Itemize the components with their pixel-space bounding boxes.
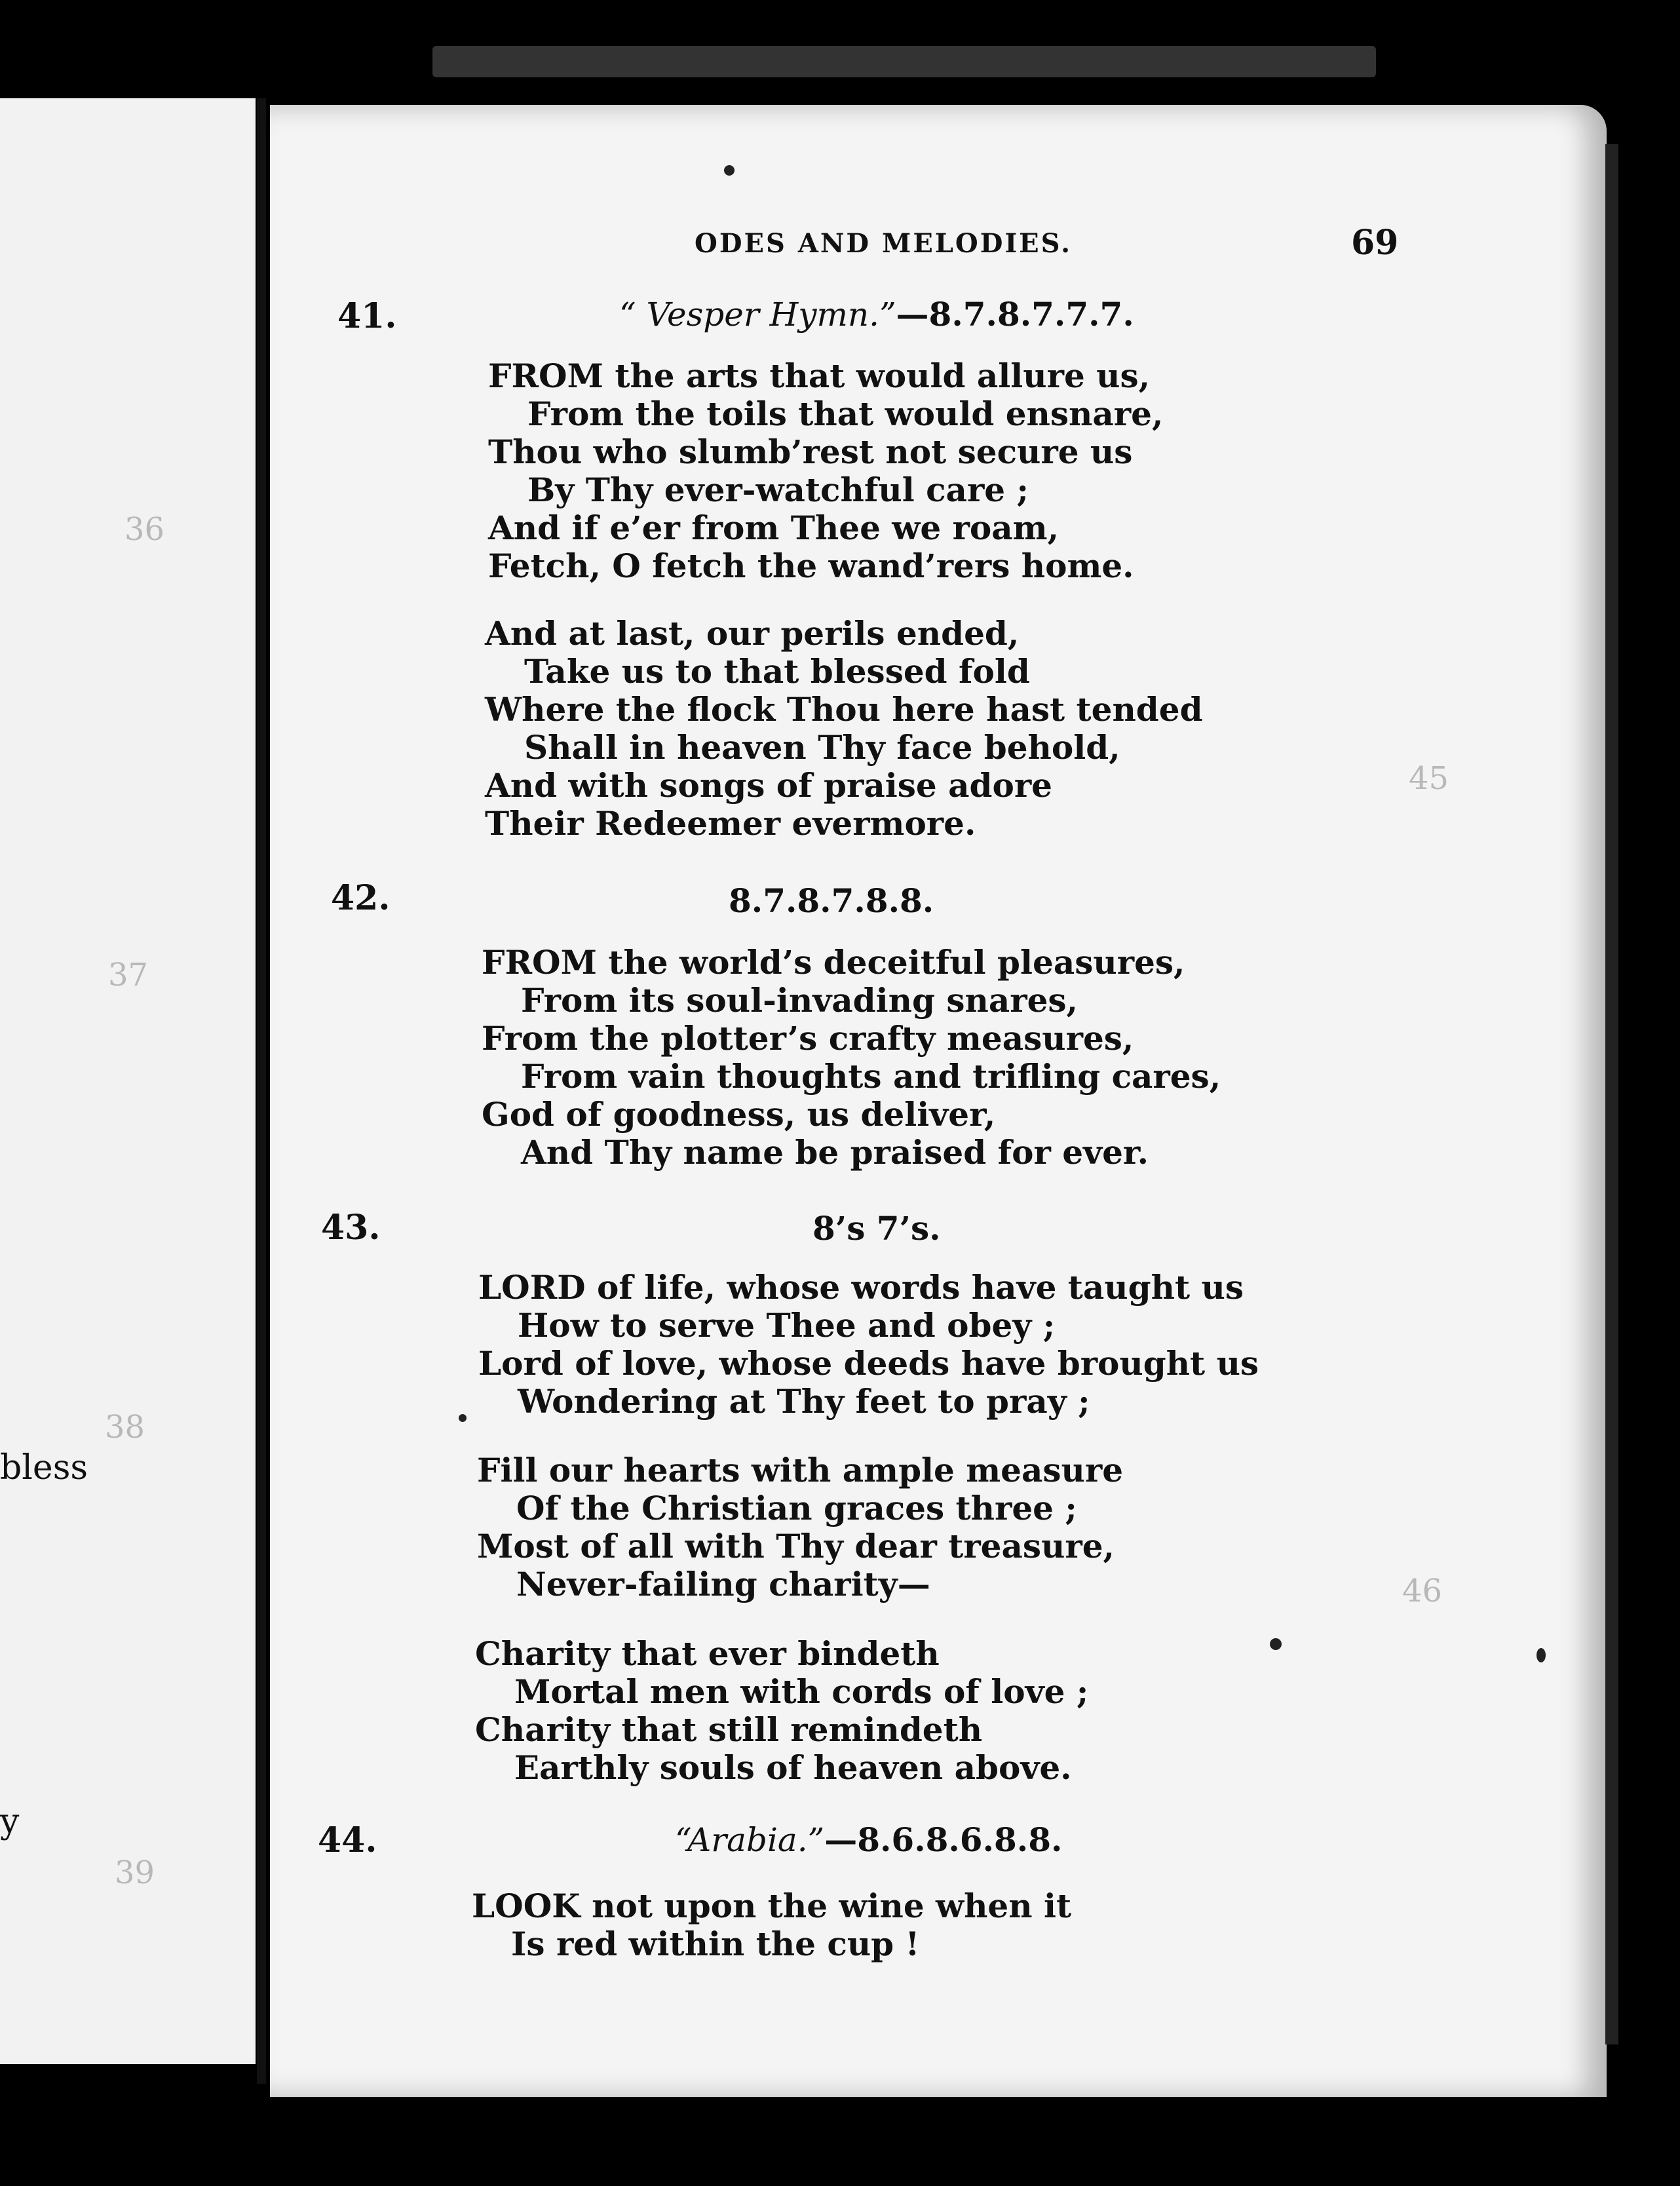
- verse-line: Where the flock Thou here hast tended: [485, 690, 1203, 729]
- verse-line: From vain thoughts and trifling cares,: [521, 1057, 1221, 1096]
- stanza: [485, 615, 1203, 843]
- verse-line: From its soul-invading snares,: [521, 981, 1078, 1020]
- verse-line: Charity that ever bindeth: [475, 1634, 940, 1673]
- left-page: [0, 98, 256, 2064]
- verse-line: From the toils that would ensnare,: [527, 394, 1164, 433]
- bleed-margin-number: 45: [1409, 760, 1449, 797]
- verse-line: Of the Christian graces three ;: [516, 1489, 1077, 1527]
- meter-pattern: —8.7.8.7.7.7.: [896, 295, 1134, 334]
- running-header: ODES AND MELODIES.: [695, 228, 1073, 259]
- page-number: 69: [1351, 223, 1399, 263]
- verse-line: Most of all with Thy dear treasure,: [477, 1527, 1115, 1565]
- tune-name: “Arabia.”: [675, 1821, 825, 1859]
- verse-line: Wondering at Thy feet to pray ;: [518, 1382, 1090, 1421]
- stanza: [472, 1887, 1071, 1963]
- verse-line: FROM the arts that would allure us,: [488, 356, 1151, 395]
- verse-line: LOOK not upon the wine when it: [472, 1887, 1072, 1925]
- verse-line: And Thy name be praised for ever.: [521, 1133, 1149, 1172]
- ink-speck: [459, 1414, 467, 1422]
- stanza: [488, 357, 1163, 585]
- verse-line: And with songs of praise adore: [485, 766, 1052, 805]
- tune-name: “ Vesper Hymn.”: [619, 296, 896, 334]
- verse-line: Take us to that blessed fold: [524, 652, 1030, 691]
- left-page-fragment: bless: [0, 1448, 88, 1487]
- stanza: [477, 1451, 1123, 1603]
- bleed-margin-number: 37: [108, 957, 149, 993]
- meter-pattern: 8’s 7’s.: [812, 1209, 941, 1248]
- verse-line: And at last, our perils ended,: [485, 614, 1020, 653]
- hymn-meter-line: [729, 881, 934, 920]
- verse-line: Thou who slumb’rest not secure us: [488, 432, 1133, 471]
- verse-line: Fetch, O fetch the wand’rers home.: [488, 546, 1134, 585]
- hymn-meter-line: [619, 295, 1134, 334]
- hymn-number: 41.: [337, 296, 397, 336]
- verse-line: Charity that still remindeth: [475, 1710, 983, 1749]
- ink-speck: [1270, 1638, 1282, 1650]
- page-gutter: [257, 98, 266, 2084]
- page-edge: [1605, 144, 1618, 2044]
- bleed-margin-number: 36: [124, 511, 165, 548]
- left-page-fragment: y: [0, 1802, 20, 1841]
- stanza: [482, 944, 1221, 1172]
- hymn-number: 43.: [321, 1208, 381, 1248]
- verse-line: Their Redeemer evermore.: [485, 804, 976, 843]
- verse-line: Fill our hearts with ample measure: [477, 1451, 1124, 1489]
- verse-line: LORD of life, whose words have taught us: [478, 1268, 1244, 1307]
- bleed-margin-number: 39: [115, 1854, 155, 1891]
- stanza: [475, 1635, 1088, 1787]
- ink-speck: [1537, 1648, 1546, 1662]
- hymn-meter-line: [675, 1820, 1062, 1859]
- verse-line: Mortal men with cords of love ;: [514, 1672, 1089, 1711]
- hymn-number: 42.: [331, 878, 391, 918]
- verse-line: Earthly souls of heaven above.: [514, 1748, 1072, 1787]
- verse-line: And if e’er from Thee we roam,: [488, 508, 1059, 547]
- verse-line: God of goodness, us deliver,: [482, 1095, 996, 1134]
- verse-line: By Thy ever-watchful care ;: [527, 470, 1029, 509]
- stanza: [478, 1269, 1259, 1421]
- torn-paper-scrap: [432, 46, 1376, 77]
- verse-line: Lord of love, whose deeds have brought us: [478, 1344, 1259, 1383]
- hymn-meter-line: [812, 1209, 941, 1248]
- verse-line: Is red within the cup !: [511, 1925, 920, 1963]
- verse-line: From the plotter’s crafty measures,: [482, 1019, 1134, 1058]
- verse-line: How to serve Thee and obey ;: [518, 1306, 1056, 1345]
- verse-line: FROM the world’s deceitful pleasures,: [482, 943, 1185, 982]
- verse-line: Never-failing charity—: [516, 1565, 930, 1603]
- ink-speck: [724, 165, 735, 176]
- hymn-number: 44.: [318, 1820, 377, 1860]
- verse-line: Shall in heaven Thy face behold,: [524, 728, 1120, 767]
- meter-pattern: 8.7.8.7.8.8.: [729, 881, 934, 920]
- bleed-margin-number: 46: [1402, 1573, 1443, 1609]
- meter-pattern: —8.6.8.6.8.8.: [824, 1820, 1063, 1859]
- bleed-margin-number: 38: [105, 1409, 145, 1446]
